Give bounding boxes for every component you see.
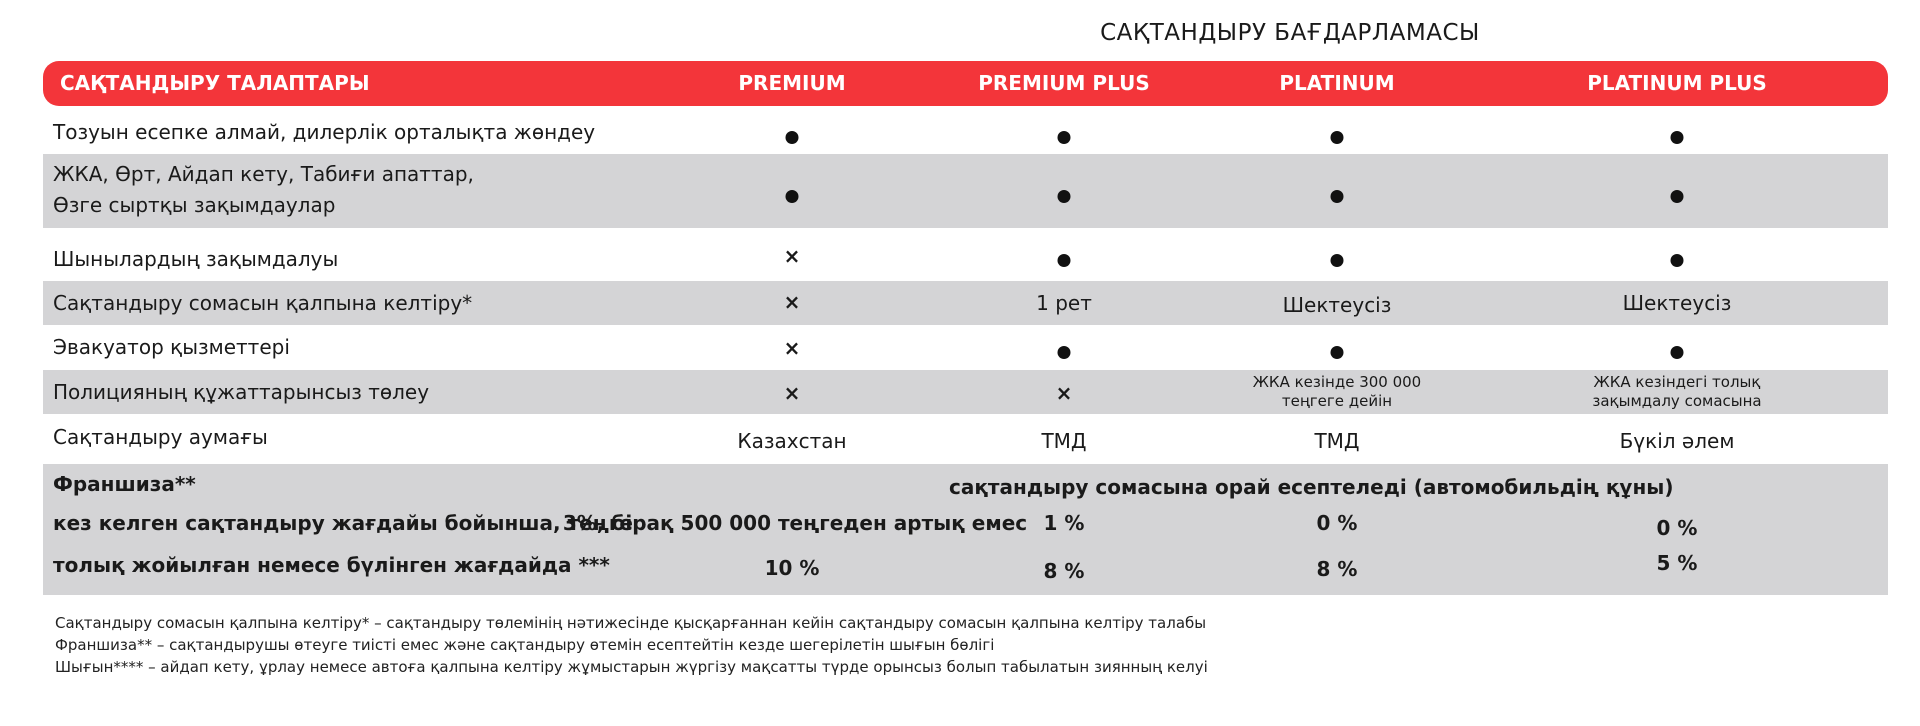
excluded-cross-icon: × xyxy=(783,381,801,405)
included-dot-icon xyxy=(786,125,799,149)
franchise-label: Франшиза** xyxy=(53,472,196,496)
included-dot-icon xyxy=(1058,340,1071,364)
row-label-line1: ЖКА, Өрт, Айдап кету, Табиғи апаттар, xyxy=(53,162,474,186)
row-label: Сақтандыру аумағы xyxy=(53,425,268,449)
included-dot-icon xyxy=(1058,248,1071,272)
cell-value-line2: зақымдалу сомасына xyxy=(1592,392,1762,410)
excluded-cross-icon: × xyxy=(783,290,801,314)
row-label: Полицияның құжаттарынсыз төлеу xyxy=(53,380,430,404)
header-platinum-plus: PLATINUM PLUS xyxy=(1587,71,1767,95)
table-header xyxy=(43,61,1888,106)
cell-value: 8 % xyxy=(1043,559,1085,583)
included-dot-icon xyxy=(1331,248,1344,272)
header-premium: PREMIUM xyxy=(738,71,846,95)
table-row xyxy=(43,154,1888,228)
cell-value: 0 % xyxy=(1656,516,1698,540)
included-dot-icon xyxy=(1058,184,1071,208)
included-dot-icon xyxy=(1331,340,1344,364)
row-label: Шынылардың зақымдалуы xyxy=(53,247,339,271)
cell-value: 5 % xyxy=(1656,551,1698,575)
included-dot-icon xyxy=(1058,125,1071,149)
included-dot-icon xyxy=(1331,184,1344,208)
cell-value-line2: теңгеге дейін xyxy=(1281,392,1393,410)
cell-value: ТМД xyxy=(1041,429,1087,453)
cell-value-line1: ЖКА кезінде 300 000 xyxy=(1252,373,1422,391)
excluded-cross-icon: × xyxy=(783,336,801,360)
included-dot-icon xyxy=(786,184,799,208)
included-dot-icon xyxy=(1331,125,1344,149)
cell-value: ТМД xyxy=(1314,429,1360,453)
cell-value-line1: ЖКА кезіндегі толық xyxy=(1593,373,1761,391)
cell-value: 3%, бірақ 500 000 теңгеден артық емес xyxy=(562,511,1028,535)
header-platinum: PLATINUM xyxy=(1279,71,1395,95)
cell-value: 0 % xyxy=(1316,511,1358,535)
footnote: Франшиза** – сақтандырушы өтеуге тиісті емес және сақтандыру өтемін есептейтін кезде шегерілетін шығын бөлігі xyxy=(55,636,995,654)
cell-value: Бүкіл әлем xyxy=(1619,429,1735,453)
excluded-cross-icon: × xyxy=(783,244,801,268)
row-label: Сақтандыру сомасын қалпына келтіру* xyxy=(53,291,473,315)
table-row xyxy=(43,110,1888,154)
included-dot-icon xyxy=(1671,340,1684,364)
footnote: Шығын**** – айдап кету, ұрлау немесе автоға қалпына келтіру жұмыстарын жүргізу мақсатты түрде орынсыз болып табылатын зиянның келуі xyxy=(55,658,1208,676)
franchise-note: сақтандыру сомасына орай есептеледі (автомобильдің құны) xyxy=(949,475,1674,499)
row-label-line2: Өзге сыртқы зақымдаулар xyxy=(53,193,336,217)
table-row xyxy=(43,325,1888,370)
table-row xyxy=(43,370,1888,414)
cell-value: Шектеусіз xyxy=(1622,291,1732,315)
cell-value: 10 % xyxy=(764,556,820,580)
cell-value: 8 % xyxy=(1316,557,1358,581)
table-row xyxy=(43,281,1888,325)
footnote: Сақтандыру сомасын қалпына келтіру* – сақтандыру төлемінің нәтижесінде қысқарғаннан кейін сақтандыру сомасын қалпына келтіру талабы xyxy=(55,614,1207,632)
header-premium-plus: PREMIUM PLUS xyxy=(978,71,1150,95)
program-title: САҚТАНДЫРУ БАҒДАРЛАМАСЫ xyxy=(1100,20,1480,46)
row-label: Эвакуатор қызметтері xyxy=(53,335,290,359)
franchise-case-label: кез келген сақтандыру жағдайы бойынша, теңге xyxy=(53,511,633,535)
cell-value: 1 рет xyxy=(1036,291,1092,315)
cell-value: Шектеусіз xyxy=(1282,293,1392,317)
table-row xyxy=(43,414,1888,464)
footnotes xyxy=(55,612,1208,678)
included-dot-icon xyxy=(1671,248,1684,272)
franchise-total-label: толық жойылған немесе бүлінген жағдайда *** xyxy=(53,553,610,577)
cell-value: Казахстан xyxy=(737,429,847,453)
table-row xyxy=(43,228,1888,281)
excluded-cross-icon: × xyxy=(1055,381,1073,405)
cell-value: 1 % xyxy=(1043,511,1085,535)
franchise-block xyxy=(43,464,1888,595)
included-dot-icon xyxy=(1671,125,1684,149)
included-dot-icon xyxy=(1671,184,1684,208)
header-requirements: САҚТАНДЫРУ ТАЛАПТАРЫ xyxy=(60,71,370,95)
row-label: Тозуын есепке алмай, дилерлік орталықта жөндеу xyxy=(53,120,596,144)
